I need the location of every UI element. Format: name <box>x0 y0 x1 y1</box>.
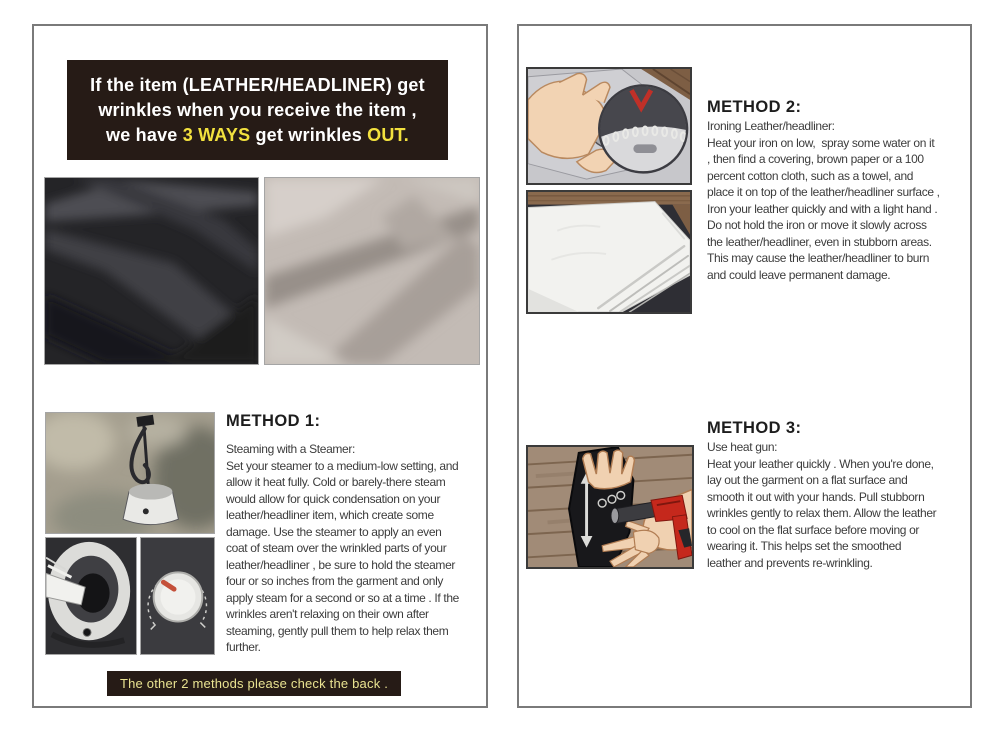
text-line: percent cotton cloth, such as a towel, and <box>707 168 914 183</box>
text-line: allow it heat fully. Cold or barely-there steam <box>226 475 446 489</box>
wrinkled-grey-headliner-graphic <box>265 178 479 364</box>
text-line: Set your steamer to a medium-low setting, and <box>226 458 459 473</box>
method3-body <box>707 439 975 571</box>
garment-steamer-photo <box>45 412 215 534</box>
steamer-dial-photo <box>140 537 215 655</box>
text-line: lay out the garment on a flat surface and <box>707 473 908 487</box>
text-line: wrinkles gently to relax them. Allow the leather <box>707 506 937 520</box>
text-line: This may cause the leather/headliner to burn <box>707 251 930 265</box>
highlight-3-ways: 3 WAYS <box>182 125 251 145</box>
text-line: to cool on the flat surface before moving or <box>707 522 920 537</box>
text-line: leather and prevents re-wrinkling. <box>707 555 873 570</box>
header-line-3: we have 3 WAYS get wrinkles OUT. <box>106 125 409 145</box>
steam-nozzle-photo <box>45 537 137 655</box>
folded-towel-graphic <box>528 192 690 312</box>
text-line: four or so inches from the garment and only <box>226 574 444 588</box>
text-line: smooth it out with your hands. Pull stubborn <box>707 489 925 504</box>
text-line: place it on top of the leather/headliner surface , <box>707 185 940 199</box>
method1-photo-row <box>45 537 215 655</box>
heat-gun-on-leather-illustration <box>526 445 694 569</box>
text-line: further. <box>226 640 261 654</box>
method2-body <box>707 118 975 283</box>
right-page-panel <box>517 24 972 708</box>
text-line: damage. Use the steamer to apply an even <box>226 524 442 539</box>
text-line: Do not hold the iron or move it slowly across <box>707 218 927 232</box>
method1-heading: METHOD 1: <box>226 412 321 430</box>
footer-text: The other 2 methods please check the back . <box>119 676 389 691</box>
text-line: the leather/headliner, even in stubborn areas. <box>707 234 932 249</box>
header-banner <box>67 60 448 160</box>
garment-steamer-graphic <box>46 413 214 533</box>
text-line: would allow for quick condensation on your <box>226 491 441 506</box>
wrinkled-dark-leather-photo <box>44 177 259 365</box>
highlight-out: OUT. <box>367 125 409 145</box>
wrinkled-grey-headliner-photo <box>264 177 480 365</box>
iron-dial-graphic <box>528 69 690 183</box>
method3-heading: METHOD 3: <box>707 419 802 437</box>
wrinkled-dark-leather-graphic <box>45 178 258 364</box>
folded-towel-illustration <box>526 190 692 314</box>
method2-heading: METHOD 2: <box>707 98 802 116</box>
text-line: coat of steam over the wrinkled parts of your <box>226 541 447 555</box>
text-line: wrinkles aren't relaxing on their own after <box>226 607 429 621</box>
header-line-2: wrinkles when you receive the item , <box>98 100 417 120</box>
text-line: Iron your leather quickly and with a light hand . <box>707 201 938 216</box>
method1-body <box>226 441 494 656</box>
text-line: apply steam for a second or so at a time . If the <box>226 590 459 605</box>
steamer-dial-graphic <box>141 538 214 654</box>
iron-temperature-dial-illustration <box>526 67 692 185</box>
method2-subtitle: Ironing Leather/headliner: <box>707 119 835 133</box>
text-line: and could leave permanent damage. <box>707 267 891 282</box>
footer-banner <box>107 671 401 696</box>
text-line: leather/headliner , be sure to hold the steamer <box>226 557 456 572</box>
method2-paragraph <box>707 135 975 284</box>
steam-nozzle-graphic <box>46 538 136 654</box>
method1-paragraph <box>226 458 494 656</box>
method3-paragraph <box>707 456 975 572</box>
text-line: , then find a covering, brown paper or a 100 <box>707 152 924 166</box>
method1-section <box>226 412 494 656</box>
heat-gun-graphic <box>528 447 692 567</box>
method3-section <box>707 419 975 571</box>
left-page-panel <box>32 24 488 708</box>
text-line: wearing it. This helps set the smoothed <box>707 539 902 553</box>
method1-subtitle: Steaming with a Steamer: <box>226 442 355 456</box>
method2-section <box>707 98 975 283</box>
method3-subtitle: Use heat gun: <box>707 440 778 454</box>
text-line: Heat your leather quickly . When you're done, <box>707 456 934 471</box>
text-line: steaming, gently pull them to help relax them <box>226 623 449 638</box>
text-line: leather/headliner item, which create some <box>226 508 434 522</box>
method1-image-stack <box>45 412 215 655</box>
text-line: Heat your iron on low, spray some water on it <box>707 135 935 150</box>
header-line-1: If the item (LEATHER/HEADLINER) get <box>90 75 425 95</box>
